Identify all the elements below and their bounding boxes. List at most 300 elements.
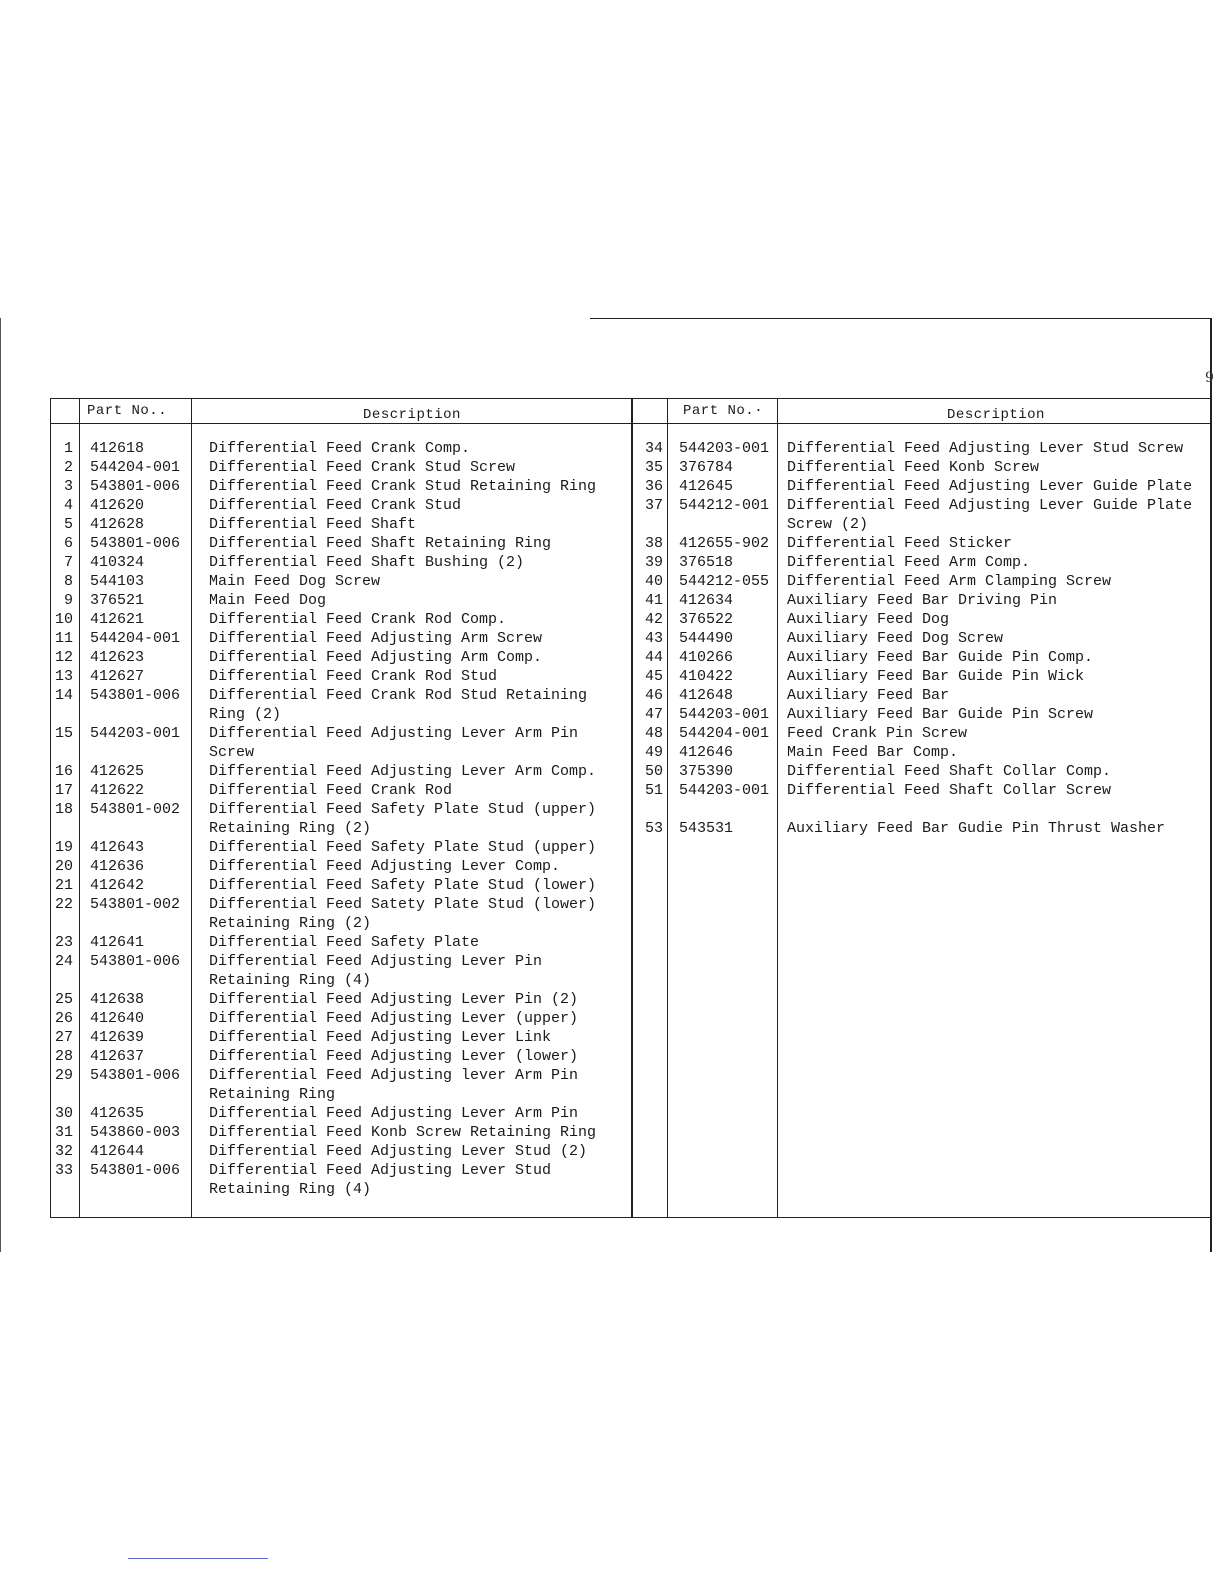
- part-description: Differential Feed Sticker: [787, 535, 1013, 552]
- table-row: [90, 648, 190, 667]
- part-number: 544490: [679, 630, 734, 647]
- part-number: 543801-006: [90, 535, 181, 552]
- part-description: Differential Feed Shaft Bushing (2): [209, 554, 525, 571]
- bottom-mark-line: [128, 1558, 268, 1559]
- table-row: [787, 629, 1211, 648]
- item-number: 27: [54, 1029, 73, 1046]
- table-row: [51, 477, 73, 496]
- table-row: [51, 705, 73, 724]
- table-row: [51, 857, 73, 876]
- table-row: [90, 933, 190, 952]
- item-number: 12: [54, 649, 73, 666]
- part-description: Differential Feed Adjusting Lever Arm Comp.: [209, 763, 597, 780]
- item-number: 10: [54, 611, 73, 628]
- table-row: [90, 591, 190, 610]
- col-divider-1: [79, 399, 80, 1217]
- item-number: 17: [54, 782, 73, 799]
- page-number-fragment: 9: [1205, 370, 1214, 386]
- part-description: Auxiliary Feed Dog: [787, 611, 950, 628]
- table-row: [633, 667, 663, 686]
- part-description: Retaining Ring (4): [209, 972, 372, 989]
- table-row: [209, 553, 629, 572]
- part-number: 412623: [90, 649, 145, 666]
- part-description: Auxiliary Feed Bar Driving Pin: [787, 592, 1058, 609]
- table-row: [679, 515, 777, 534]
- table-row: [209, 648, 629, 667]
- item-number: 20: [54, 858, 73, 875]
- table-row: [51, 1123, 73, 1142]
- table-row: [90, 515, 190, 534]
- part-number: 412637: [90, 1048, 145, 1065]
- part-description: Differential Feed Crank Rod Stud Retaining: [209, 687, 588, 704]
- table-row: [90, 1066, 190, 1085]
- table-row: [209, 1028, 629, 1047]
- part-description: Differential Feed Shaft Collar Comp.: [787, 763, 1112, 780]
- part-description: Differential Feed Crank Rod: [209, 782, 453, 799]
- table-row: [51, 496, 73, 515]
- item-number: 40: [644, 573, 663, 590]
- table-row: [633, 458, 663, 477]
- right-part-number-column: [679, 439, 777, 838]
- item-number: 46: [644, 687, 663, 704]
- table-row: [633, 800, 663, 819]
- table-row: [90, 895, 190, 914]
- table-row: [679, 572, 777, 591]
- table-row: [633, 724, 663, 743]
- part-number: 412641: [90, 934, 145, 951]
- table-row: [633, 534, 663, 553]
- item-number: 15: [54, 725, 73, 742]
- part-description: Differential Feed Safety Plate Stud (upper): [209, 801, 597, 818]
- left-item-number-column: [51, 439, 73, 1199]
- table-row: [51, 553, 73, 572]
- part-number: 543801-006: [90, 1067, 181, 1084]
- table-row: [51, 591, 73, 610]
- part-number: 544203-001: [679, 706, 770, 723]
- table-row: [90, 762, 190, 781]
- item-number: 34: [644, 440, 663, 457]
- table-row: [679, 458, 777, 477]
- item-number: 50: [644, 763, 663, 780]
- table-row: [209, 990, 629, 1009]
- table-row: [90, 857, 190, 876]
- item-number: 36: [644, 478, 663, 495]
- table-row: [787, 800, 1211, 819]
- table-row: [90, 439, 190, 458]
- item-number: 44: [644, 649, 663, 666]
- table-row: [679, 667, 777, 686]
- table-row: [90, 1123, 190, 1142]
- table-row: [209, 629, 629, 648]
- part-number: 375390: [679, 763, 734, 780]
- table-row: [209, 1085, 629, 1104]
- table-row: [679, 705, 777, 724]
- part-description: Differential Feed Adjusting Lever (upper): [209, 1010, 579, 1027]
- part-description: Differential Feed Crank Rod Comp.: [209, 611, 507, 628]
- item-number: 28: [54, 1048, 73, 1065]
- table-row: [51, 1028, 73, 1047]
- table-row: [209, 838, 629, 857]
- table-row: [209, 800, 629, 819]
- scan-border-left: [0, 318, 1, 1252]
- table-row: [209, 439, 629, 458]
- part-description: Auxiliary Feed Bar Guide Pin Wick: [787, 668, 1085, 685]
- item-number: 51: [644, 782, 663, 799]
- part-number: 376518: [679, 554, 734, 571]
- table-row: [787, 686, 1211, 705]
- part-number: 410266: [679, 649, 734, 666]
- part-description: Differential Feed Adjusting Arm Comp.: [209, 649, 543, 666]
- part-number: 544204-001: [90, 459, 181, 476]
- part-description: Differential Feed Safety Plate Stud (upper): [209, 839, 597, 856]
- part-description: Differential Feed Konb Screw Retaining Ring: [209, 1124, 597, 1141]
- left-part-number-column: [90, 439, 190, 1199]
- part-number: 544203-001: [90, 725, 181, 742]
- part-number: 412639: [90, 1029, 145, 1046]
- part-number: 544204-001: [679, 725, 770, 742]
- table-row: [51, 876, 73, 895]
- table-row: [51, 1104, 73, 1123]
- item-number: 8: [63, 573, 73, 590]
- table-row: [51, 914, 73, 933]
- table-row: [209, 591, 629, 610]
- part-number: 544203-001: [679, 782, 770, 799]
- item-number: 29: [54, 1067, 73, 1084]
- table-row: [51, 971, 73, 990]
- item-number: 35: [644, 459, 663, 476]
- table-row: [209, 876, 629, 895]
- part-description: Main Feed Dog Screw: [209, 573, 381, 590]
- item-number: 13: [54, 668, 73, 685]
- part-description: Differential Feed Adjusting Lever Link: [209, 1029, 552, 1046]
- part-number: 544203-001: [679, 440, 770, 457]
- table-row: [633, 515, 663, 534]
- col-divider-5: [777, 399, 778, 1217]
- table-row: [633, 553, 663, 572]
- part-number: 412625: [90, 763, 145, 780]
- part-description: Differential Feed Konb Screw: [787, 459, 1040, 476]
- item-number: 49: [644, 744, 663, 761]
- item-number: 39: [644, 554, 663, 571]
- table-row: [51, 439, 73, 458]
- table-row: [679, 439, 777, 458]
- table-row: [787, 477, 1211, 496]
- table-row: [209, 534, 629, 553]
- table-row: [90, 724, 190, 743]
- table-row: [51, 1161, 73, 1180]
- header-right-part-no: Part No.·: [683, 403, 764, 419]
- table-row: [787, 515, 1211, 534]
- part-number: 412627: [90, 668, 145, 685]
- part-number: 543801-006: [90, 478, 181, 495]
- item-number: 30: [54, 1105, 73, 1122]
- table-row: [787, 591, 1211, 610]
- right-description-column: [787, 439, 1211, 838]
- table-row: [90, 1047, 190, 1066]
- item-number: 5: [63, 516, 73, 533]
- table-row: [51, 762, 73, 781]
- table-row: [787, 781, 1211, 800]
- table-row: [679, 534, 777, 553]
- table-row: [679, 496, 777, 515]
- item-number: 47: [644, 706, 663, 723]
- table-row: [90, 534, 190, 553]
- table-row: [209, 952, 629, 971]
- table-row: [679, 477, 777, 496]
- part-description: Differential Feed Adjusting Lever Arm Pin: [209, 725, 579, 742]
- item-number: 43: [644, 630, 663, 647]
- part-number: 412642: [90, 877, 145, 894]
- table-row: [90, 819, 190, 838]
- table-row: [679, 591, 777, 610]
- part-description: Differential Feed Adjusting Lever Comp.: [209, 858, 561, 875]
- part-number: 376521: [90, 592, 145, 609]
- part-number: 412636: [90, 858, 145, 875]
- table-row: [209, 857, 629, 876]
- table-row: [51, 458, 73, 477]
- table-row: [209, 914, 629, 933]
- table-row: [679, 819, 777, 838]
- item-number: 33: [54, 1162, 73, 1179]
- table-row: [679, 648, 777, 667]
- table-row: [51, 1142, 73, 1161]
- item-number: 26: [54, 1010, 73, 1027]
- part-number: 410324: [90, 554, 145, 571]
- table-row: [209, 1047, 629, 1066]
- part-description: Auxiliary Feed Bar: [787, 687, 950, 704]
- part-number: 412645: [679, 478, 734, 495]
- table-row: [633, 705, 663, 724]
- item-number: 48: [644, 725, 663, 742]
- table-row: [51, 1009, 73, 1028]
- table-row: [90, 743, 190, 762]
- table-row: [209, 477, 629, 496]
- part-description: Differential Feed Crank Stud Retaining Ring: [209, 478, 597, 495]
- table-row: [90, 1009, 190, 1028]
- part-number: 543531: [679, 820, 734, 837]
- table-row: [633, 496, 663, 515]
- part-description: Differential Feed Arm Comp.: [787, 554, 1031, 571]
- col-divider-4: [667, 399, 668, 1217]
- table-row: [679, 743, 777, 762]
- table-row: [90, 800, 190, 819]
- table-row: [51, 743, 73, 762]
- part-description: Screw (2): [787, 516, 869, 533]
- table-row: [90, 876, 190, 895]
- table-row: [90, 686, 190, 705]
- table-row: [51, 1180, 73, 1199]
- table-row: [209, 1180, 629, 1199]
- part-description: Ring (2): [209, 706, 282, 723]
- part-description: Differential Feed Crank Comp.: [209, 440, 471, 457]
- table-row: [90, 553, 190, 572]
- header-right-description: Description: [947, 407, 1045, 423]
- table-row: [51, 952, 73, 971]
- part-description: Differential Feed Adjusting Lever Stud: [209, 1162, 552, 1179]
- table-row: [633, 572, 663, 591]
- table-row: [787, 496, 1211, 515]
- table-row: [633, 591, 663, 610]
- item-number: 4: [63, 497, 73, 514]
- table-row: [633, 439, 663, 458]
- table-row: [51, 515, 73, 534]
- table-row: [90, 1161, 190, 1180]
- item-number: 32: [54, 1143, 73, 1160]
- part-number: 544204-001: [90, 630, 181, 647]
- table-row: [633, 686, 663, 705]
- part-description: Differential Feed Adjusting Lever Stud (2): [209, 1143, 588, 1160]
- table-row: [633, 648, 663, 667]
- part-number: 543801-002: [90, 896, 181, 913]
- table-row: [633, 743, 663, 762]
- header-left-part-no: Part No..: [87, 403, 168, 419]
- table-row: [90, 1085, 190, 1104]
- table-row: [209, 496, 629, 515]
- table-row: [90, 610, 190, 629]
- part-number: 543801-006: [90, 687, 181, 704]
- part-description: Differential Feed Crank Rod Stud: [209, 668, 498, 685]
- table-row: [51, 667, 73, 686]
- table-row: [90, 629, 190, 648]
- item-number: 21: [54, 877, 73, 894]
- table-row: [209, 667, 629, 686]
- part-description: Differential Feed Adjusting lever Arm Pin: [209, 1067, 579, 1084]
- item-number: 42: [644, 611, 663, 628]
- part-number: 412646: [679, 744, 734, 761]
- table-row: [209, 1104, 629, 1123]
- table-row: [90, 1104, 190, 1123]
- part-description: Main Feed Dog: [209, 592, 327, 609]
- table-row: [90, 1180, 190, 1199]
- table-row: [679, 762, 777, 781]
- part-description: Differential Feed Crank Stud: [209, 497, 462, 514]
- table-row: [787, 439, 1211, 458]
- part-description: Auxiliary Feed Dog Screw: [787, 630, 1004, 647]
- part-number: 376522: [679, 611, 734, 628]
- part-description: Retaining Ring (2): [209, 915, 372, 932]
- part-description: Feed Crank Pin Screw: [787, 725, 968, 742]
- part-number: 543801-006: [90, 1162, 181, 1179]
- table-row: [51, 800, 73, 819]
- part-description: Differential Feed Adjusting Lever Arm Pin: [209, 1105, 579, 1122]
- table-row: [209, 1123, 629, 1142]
- table-row: [51, 838, 73, 857]
- part-description: Retaining Ring: [209, 1086, 336, 1103]
- part-number: 412618: [90, 440, 145, 457]
- header-left-description: Description: [363, 407, 461, 423]
- table-row: [209, 610, 629, 629]
- part-number: 412640: [90, 1010, 145, 1027]
- table-row: [633, 781, 663, 800]
- part-description: Differential Feed Satety Plate Stud (lower): [209, 896, 597, 913]
- item-number: 19: [54, 839, 73, 856]
- table-row: [51, 610, 73, 629]
- part-description: Differential Feed Arm Clamping Screw: [787, 573, 1112, 590]
- table-row: [90, 667, 190, 686]
- item-number: 6: [63, 535, 73, 552]
- table-row: [209, 743, 629, 762]
- table-row: [209, 1066, 629, 1085]
- table-row: [209, 458, 629, 477]
- table-row: [787, 610, 1211, 629]
- table-row: [51, 629, 73, 648]
- table-row: [209, 515, 629, 534]
- table-row: [787, 648, 1211, 667]
- part-number: 376784: [679, 459, 734, 476]
- part-description: Differential Feed Adjusting Lever Pin (2): [209, 991, 579, 1008]
- table-row: [787, 572, 1211, 591]
- part-description: Differential Feed Adjusting Lever Pin: [209, 953, 543, 970]
- part-description: Main Feed Bar Comp.: [787, 744, 959, 761]
- table-row: [51, 781, 73, 800]
- part-number: 412622: [90, 782, 145, 799]
- table-row: [633, 819, 663, 838]
- part-description: Retaining Ring (2): [209, 820, 372, 837]
- part-description: Differential Feed Adjusting Lever (lower): [209, 1048, 579, 1065]
- table-row: [787, 458, 1211, 477]
- table-row: [90, 914, 190, 933]
- table-row: [209, 781, 629, 800]
- table-row: [787, 762, 1211, 781]
- table-row: [90, 572, 190, 591]
- table-row: [51, 933, 73, 952]
- table-row: [787, 553, 1211, 572]
- item-number: 14: [54, 687, 73, 704]
- table-row: [51, 895, 73, 914]
- part-description: Differential Feed Shaft Retaining Ring: [209, 535, 552, 552]
- part-description: Differential Feed Crank Stud Screw: [209, 459, 516, 476]
- part-number: 412635: [90, 1105, 145, 1122]
- part-number: 412643: [90, 839, 145, 856]
- table-row: [787, 743, 1211, 762]
- item-number: 11: [54, 630, 73, 647]
- item-number: 23: [54, 934, 73, 951]
- table-row: [51, 648, 73, 667]
- item-number: 45: [644, 668, 663, 685]
- item-number: 18: [54, 801, 73, 818]
- item-number: 31: [54, 1124, 73, 1141]
- part-number: 543860-003: [90, 1124, 181, 1141]
- part-description: Retaining Ring (4): [209, 1181, 372, 1198]
- part-number: 412648: [679, 687, 734, 704]
- table-row: [787, 705, 1211, 724]
- table-row: [209, 686, 629, 705]
- table-row: [787, 819, 1211, 838]
- table-row: [209, 724, 629, 743]
- parts-list-table: [50, 398, 1212, 1218]
- part-number: 544212-055: [679, 573, 770, 590]
- left-description-column: [209, 439, 629, 1199]
- part-description: Auxiliary Feed Bar Guide Pin Comp.: [787, 649, 1094, 666]
- table-row: [51, 534, 73, 553]
- part-description: Differential Feed Shaft Collar Screw: [787, 782, 1112, 799]
- item-number: 16: [54, 763, 73, 780]
- item-number: 2: [63, 459, 73, 476]
- item-number: 9: [63, 592, 73, 609]
- item-number: 37: [644, 497, 663, 514]
- item-number: 25: [54, 991, 73, 1008]
- table-row: [90, 458, 190, 477]
- table-row: [51, 1047, 73, 1066]
- part-number: 543801-002: [90, 801, 181, 818]
- part-number: 412628: [90, 516, 145, 533]
- part-description: Auxiliary Feed Bar Guide Pin Screw: [787, 706, 1094, 723]
- table-row: [51, 724, 73, 743]
- item-number: 41: [644, 592, 663, 609]
- table-row: [679, 724, 777, 743]
- part-number: 544212-001: [679, 497, 770, 514]
- table-row: [787, 534, 1211, 553]
